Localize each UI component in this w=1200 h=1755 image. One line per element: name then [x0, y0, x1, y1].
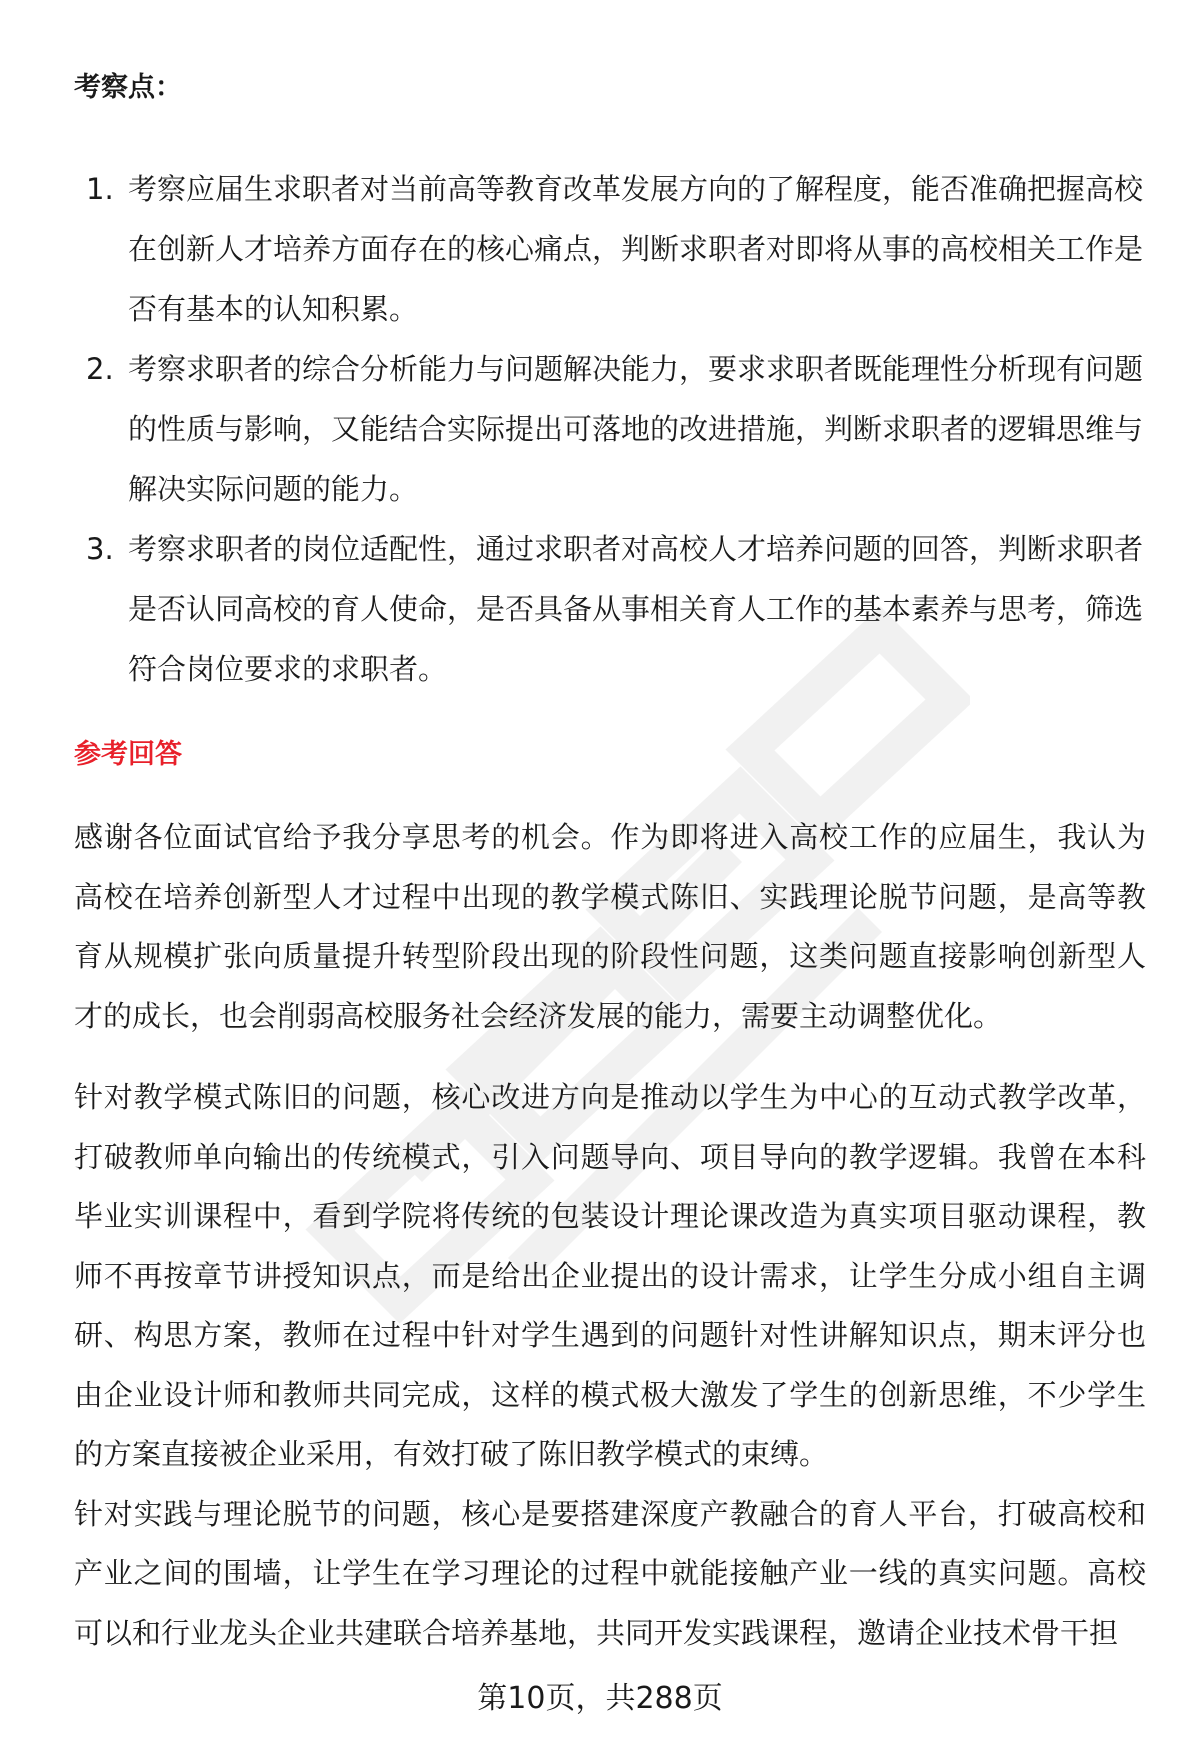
key-points-list: [74, 159, 1144, 699]
list-number: 1.: [86, 172, 114, 206]
list-item-text: 考察求职者的综合分析能力与问题解决能力，要求求职者既能理性分析现有问题的性质与影响，又能结合实际提出可落地的改进措施，判断求职者的逻辑思维与解决实际问题的能力。: [128, 352, 1144, 506]
section-title: 考察点：: [74, 72, 182, 103]
answer-title: 参考回答: [74, 739, 182, 770]
answer-paragraph: 针对实践与理论脱节的问题，核心是要搭建深度产教融合的育人平台，打破高校和产业之间的围墙，让学生在学习理论的过程中就能接触产业一线的真实问题。高校可以和行业龙头企业共建联合培养基地，共同开发实践课程，邀请企业技术骨干担: [74, 1496, 1146, 1650]
answer-paragraph: 感谢各位面试官给予我分享思考的机会。作为即将进入高校工作的应届生，我认为高校在培养创新型人才过程中出现的教学模式陈旧、实践理论脱节问题，是高等教育从规模扩张向质量提升转型阶段出现的阶段性问题，这类问题直接影响创新型人才的成长，也会削弱高校服务社会经济发展的能力，需要主动调整优化。: [74, 820, 1146, 1033]
list-number: 3.: [86, 532, 114, 566]
list-item: [74, 339, 1144, 519]
list-item-text: 考察应届生求职者对当前高等教育改革发展方向的了解程度，能否准确把握高校在创新人才培养方面存在的核心痛点，判断求职者对即将从事的高校相关工作是否有基本的认知积累。: [128, 172, 1144, 326]
list-number: 2.: [86, 352, 114, 386]
answer-paragraph: 针对教学模式陈旧的问题，核心改进方向是推动以学生为中心的互动式教学改革，打破教师单向输出的传统模式，引入问题导向、项目导向的教学逻辑。我曾在本科毕业实训课程中，看到学院将传统的包装设计理论课改造为真实项目驱动课程，教师不再按章节讲授知识点，而是给出企业提出的设计需求，让学生分成小组自主调研、构思方案，教师在过程中针对学生遇到的问题针对性讲解知识点，期末评分也由企业设计师和教师共同完成，这样的模式极大激发了学生的创新思维，不少学生的方案直接被企业采用，有效打破了陈旧教学模式的束缚。: [74, 1080, 1146, 1471]
list-item: [74, 519, 1144, 699]
page-footer: 第10页，共288页: [477, 1681, 723, 1716]
list-item: [74, 159, 1144, 339]
list-item-text: 考察求职者的岗位适配性，通过求职者对高校人才培养问题的回答，判断求职者是否认同高校的育人使命，是否具备从事相关育人工作的基本素养与思考，筛选符合岗位要求的求职者。: [128, 532, 1144, 686]
answer-body: [74, 808, 1146, 1663]
